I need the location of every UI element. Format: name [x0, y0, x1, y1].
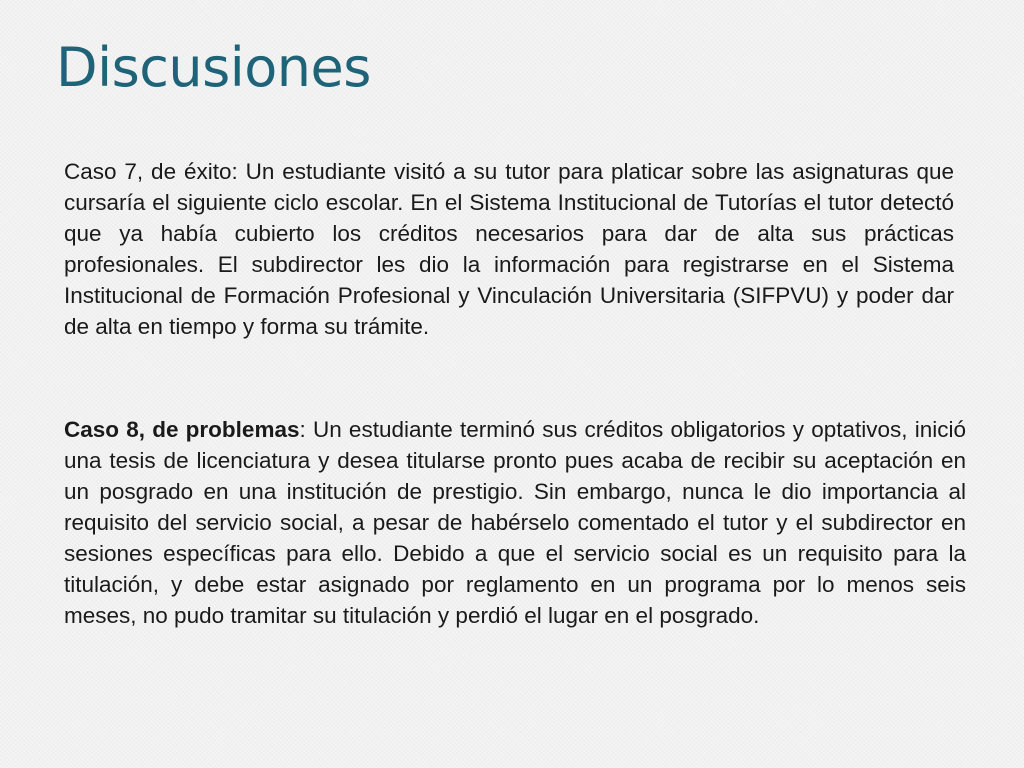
case-8-text: : Un estudiante terminó sus créditos obligatorios y optativos, inició una tesis de licenciatura y desea titularse pronto pues acaba de recibir su aceptación en un posgrado en una institución de prestigio. Sin embargo, nunca le dio importancia al requisito del servicio social, a pesar de habérselo comentado el tutor y el subdirector en sesiones específicas para ello. Debido a que el servicio social es un requisito para la titulación, y debe estar asignado por reglamento en un programa por lo menos seis meses, no pudo tramitar su titulación y perdió el lugar en el posgrado. [64, 417, 966, 628]
case-7-paragraph: Caso 7, de éxito: Un estudiante visitó a su tutor para platicar sobre las asignaturas que cursaría el siguiente ciclo escolar. En el Sistema Institucional de Tutorías el tutor detectó que ya había cubierto los créditos necesarios para dar de alta sus prácticas profesionales. El subdirector les dio la información para registrarse en el Sistema Institucional de Formación Profesional y Vinculación Universitaria (SIFPVU) y poder dar de alta en tiempo y forma su trámite. [64, 159, 954, 339]
slide-title: Discusiones [56, 36, 371, 99]
case-8-label: Caso 8, de problemas [64, 417, 300, 442]
case-8-paragraph [64, 414, 966, 631]
